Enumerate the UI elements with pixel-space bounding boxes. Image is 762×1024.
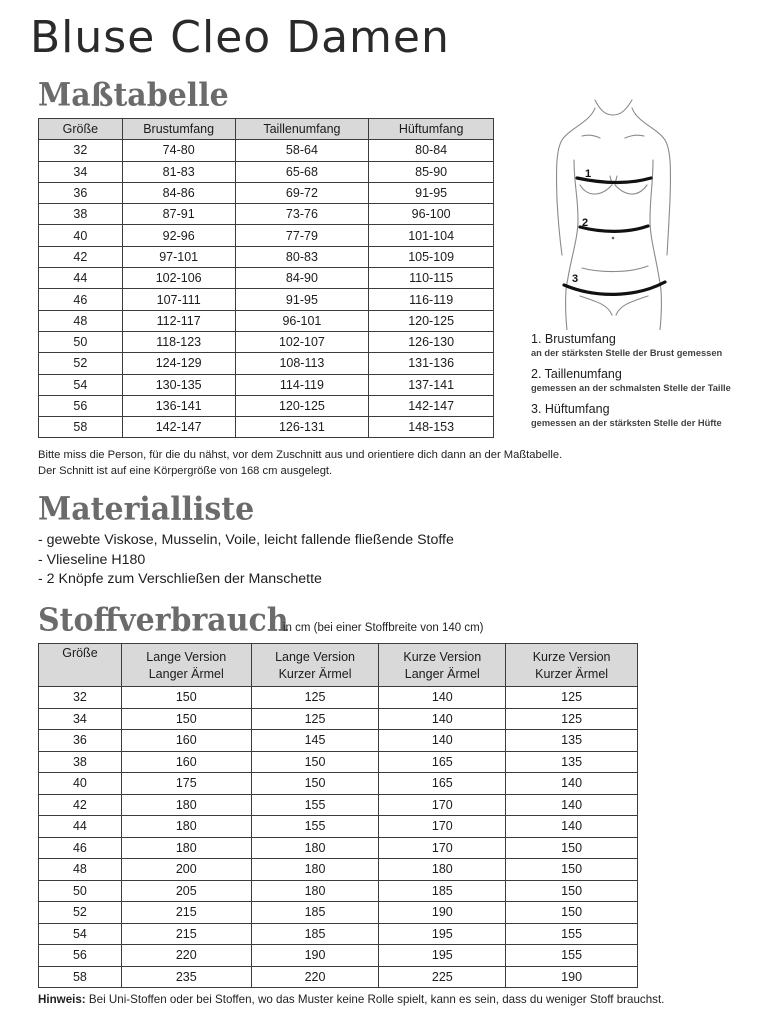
size-chart-heading: Maßtabelle: [38, 77, 229, 114]
table-cell: 220: [251, 966, 379, 988]
column-header-line: Lange Version: [275, 649, 355, 664]
table-cell: 84-86: [122, 182, 235, 203]
table-cell: 160: [121, 751, 251, 773]
table-cell: 46: [39, 837, 122, 859]
table-cell: 102-106: [122, 268, 235, 289]
table-header-row: [39, 119, 494, 140]
table-cell: 150: [506, 837, 638, 859]
table-cell: 180: [121, 837, 251, 859]
table-cell: 150: [506, 902, 638, 924]
table-cell: 74-80: [122, 140, 235, 161]
table-row: [39, 225, 494, 246]
table-cell: 125: [251, 687, 379, 709]
table-cell: 185: [251, 923, 379, 945]
table-cell: 185: [251, 902, 379, 924]
list-item: - 2 Knöpfe zum Verschließen der Manschette: [38, 571, 322, 587]
table-cell: 105-109: [369, 246, 494, 267]
table-cell: 54: [39, 374, 123, 395]
table-cell: 32: [39, 140, 123, 161]
table-cell: 148-153: [369, 417, 494, 438]
table-cell: 150: [121, 687, 251, 709]
table-cell: 205: [121, 880, 251, 902]
table-cell: 81-83: [122, 161, 235, 182]
table-cell: 118-123: [122, 331, 235, 352]
fabric-usage-heading: Stoffverbrauch: [38, 602, 289, 639]
legend-item-bust: 1. Brustumfang an der stärksten Stelle der Brust gemessen: [531, 332, 723, 358]
column-header: [506, 644, 638, 687]
table-cell: 180: [121, 816, 251, 838]
table-cell: 131-136: [369, 353, 494, 374]
marker-2: 2: [582, 217, 589, 229]
table-cell: 42: [39, 246, 123, 267]
table-cell: 190: [379, 902, 506, 924]
table-row: [39, 161, 494, 182]
table-cell: 140: [506, 816, 638, 838]
table-row: [39, 353, 494, 374]
legend-item-waist: 2. Taillenumfang gemessen an der schmalsten Stelle der Taille: [531, 367, 731, 393]
table-cell: 195: [379, 923, 506, 945]
table-cell: 114-119: [235, 374, 369, 395]
table-cell: 44: [39, 816, 122, 838]
table-row: [39, 837, 638, 859]
table-cell: 69-72: [235, 182, 369, 203]
table-cell: 124-129: [122, 353, 235, 374]
table-cell: 73-76: [235, 204, 369, 225]
table-cell: 87-91: [122, 204, 235, 225]
hint-label: Hinweis:: [38, 993, 86, 1006]
table-row: [39, 751, 638, 773]
table-cell: 142-147: [122, 417, 235, 438]
table-row: [39, 331, 494, 352]
table-cell: 58: [39, 966, 122, 988]
table-cell: 91-95: [369, 182, 494, 203]
table-row: [39, 140, 494, 161]
table-row: [39, 289, 494, 310]
table-cell: 135: [506, 730, 638, 752]
table-cell: 40: [39, 773, 122, 795]
note-line: Bitte miss die Person, für die du nähst, vor dem Zuschnitt aus und orientiere dich dann an der Maßtabelle.: [38, 449, 563, 461]
column-header-line: Kurze Version: [403, 649, 482, 664]
table-cell: 101-104: [369, 225, 494, 246]
column-header-line: Kurzer Ärmel: [535, 666, 609, 681]
table-cell: 77-79: [235, 225, 369, 246]
table-cell: 125: [506, 708, 638, 730]
table-row: [39, 182, 494, 203]
materials-heading: Materialliste: [38, 491, 255, 528]
table-row: [39, 246, 494, 267]
table-row: [39, 966, 638, 988]
table-cell: 34: [39, 708, 122, 730]
table-cell: 155: [506, 945, 638, 967]
table-row: [39, 945, 638, 967]
table-cell: 46: [39, 289, 123, 310]
measurement-legend: [531, 332, 731, 437]
table-cell: 126-131: [235, 417, 369, 438]
table-cell: 42: [39, 794, 122, 816]
table-cell: 107-111: [122, 289, 235, 310]
table-cell: 215: [121, 902, 251, 924]
table-row: [39, 204, 494, 225]
table-cell: 180: [379, 859, 506, 881]
table-cell: 54: [39, 923, 122, 945]
table-cell: 40: [39, 225, 123, 246]
table-cell: 50: [39, 880, 122, 902]
table-cell: 195: [379, 945, 506, 967]
table-cell: 125: [251, 708, 379, 730]
table-row: [39, 859, 638, 881]
table-cell: 155: [251, 816, 379, 838]
table-cell: 135: [506, 751, 638, 773]
column-header-line: Kurzer Ärmel: [278, 666, 352, 681]
table-cell: 48: [39, 859, 122, 881]
table-cell: 225: [379, 966, 506, 988]
table-cell: 85-90: [369, 161, 494, 182]
table-cell: 130-135: [122, 374, 235, 395]
table-cell: 50: [39, 331, 123, 352]
table-cell: 140: [379, 730, 506, 752]
table-cell: 137-141: [369, 374, 494, 395]
table-cell: 112-117: [122, 310, 235, 331]
column-header: [39, 644, 122, 687]
table-cell: 175: [121, 773, 251, 795]
table-cell: 140: [506, 773, 638, 795]
table-cell: 180: [251, 880, 379, 902]
document-title: Bluse Cleo Damen: [30, 12, 450, 63]
table-row: [39, 310, 494, 331]
legend-item-hip: 3. Hüftumfang gemessen an der stärksten Stelle der Hüfte: [531, 402, 722, 428]
fabric-usage-table: [38, 643, 638, 988]
table-cell: 125: [506, 687, 638, 709]
table-cell: 150: [506, 859, 638, 881]
table-row: [39, 374, 494, 395]
list-item: - Vlieseline H180: [38, 551, 146, 568]
table-cell: 235: [121, 966, 251, 988]
measurement-note: [38, 447, 562, 479]
table-cell: 190: [506, 966, 638, 988]
table-row: [39, 687, 638, 709]
table-cell: 150: [251, 773, 379, 795]
navel-dot: [612, 237, 615, 240]
table-cell: 116-119: [369, 289, 494, 310]
table-row: [39, 268, 494, 289]
column-header-line: Langer Ärmel: [148, 666, 224, 681]
table-cell: 150: [121, 708, 251, 730]
table-cell: 58: [39, 417, 123, 438]
table-row: [39, 395, 494, 416]
table-cell: 36: [39, 730, 122, 752]
table-cell: 220: [121, 945, 251, 967]
table-row: [39, 923, 638, 945]
table-cell: 92-96: [122, 225, 235, 246]
table-cell: 165: [379, 773, 506, 795]
column-header-size: Größe: [39, 119, 123, 140]
table-cell: 170: [379, 794, 506, 816]
table-cell: 140: [379, 708, 506, 730]
table-cell: 52: [39, 902, 122, 924]
table-row: [39, 902, 638, 924]
table-row: [39, 708, 638, 730]
table-cell: 165: [379, 751, 506, 773]
body-measurement-figure: [540, 90, 710, 330]
column-header: [121, 644, 251, 687]
body-outline-icon: [540, 90, 710, 330]
table-cell: 170: [379, 816, 506, 838]
table-cell: 96-100: [369, 204, 494, 225]
table-cell: 200: [121, 859, 251, 881]
hip-line: [564, 282, 665, 294]
marker-1: 1: [585, 168, 592, 180]
table-row: [39, 816, 638, 838]
table-cell: 155: [506, 923, 638, 945]
table-cell: 160: [121, 730, 251, 752]
table-cell: 91-95: [235, 289, 369, 310]
table-cell: 142-147: [369, 395, 494, 416]
table-cell: 150: [506, 880, 638, 902]
marker-3: 3: [572, 273, 579, 285]
table-cell: 65-68: [235, 161, 369, 182]
table-cell: 126-130: [369, 331, 494, 352]
table-cell: 32: [39, 687, 122, 709]
table-cell: 170: [379, 837, 506, 859]
table-cell: 84-90: [235, 268, 369, 289]
table-cell: 180: [121, 794, 251, 816]
table-cell: 58-64: [235, 140, 369, 161]
fabric-usage-subnote: in cm (bei einer Stoffbreite von 140 cm): [283, 622, 484, 634]
table-cell: 120-125: [369, 310, 494, 331]
column-header-hip: Hüftumfang: [369, 119, 494, 140]
table-cell: 38: [39, 204, 123, 225]
column-header-bust: Brustumfang: [122, 119, 235, 140]
table-cell: 120-125: [235, 395, 369, 416]
table-cell: 80-83: [235, 246, 369, 267]
table-cell: 96-101: [235, 310, 369, 331]
table-cell: 110-115: [369, 268, 494, 289]
table-cell: 145: [251, 730, 379, 752]
column-header-line: Kurze Version: [532, 649, 611, 664]
table-cell: 108-113: [235, 353, 369, 374]
size-chart-table: [38, 118, 494, 438]
table-cell: 38: [39, 751, 122, 773]
table-cell: 48: [39, 310, 123, 331]
column-header: [379, 644, 506, 687]
hint-note: [38, 993, 664, 1006]
table-cell: 52: [39, 353, 123, 374]
table-cell: 150: [251, 751, 379, 773]
table-row: [39, 417, 494, 438]
table-row: [39, 880, 638, 902]
table-row: [39, 794, 638, 816]
table-cell: 190: [251, 945, 379, 967]
table-header-row: [39, 644, 638, 687]
note-line: Der Schnitt ist auf eine Körpergröße von 168 cm ausgelegt.: [38, 465, 333, 477]
table-cell: 140: [379, 687, 506, 709]
waist-line: [580, 226, 648, 231]
table-cell: 56: [39, 945, 122, 967]
table-cell: 36: [39, 182, 123, 203]
column-header-waist: Taillenumfang: [235, 119, 369, 140]
column-header: [251, 644, 379, 687]
table-cell: 180: [251, 837, 379, 859]
hint-text: Bei Uni-Stoffen oder bei Stoffen, wo das Muster keine Rolle spielt, kann es sein, dass du weniger Stoff brauchst.: [85, 993, 665, 1006]
table-cell: 44: [39, 268, 123, 289]
column-header-line: Größe: [62, 646, 98, 660]
table-cell: 34: [39, 161, 123, 182]
table-cell: 56: [39, 395, 123, 416]
table-cell: 140: [506, 794, 638, 816]
table-cell: 136-141: [122, 395, 235, 416]
table-cell: 155: [251, 794, 379, 816]
table-cell: 180: [251, 859, 379, 881]
materials-list: [38, 531, 454, 590]
table-cell: 97-101: [122, 246, 235, 267]
column-header-line: Langer Ärmel: [404, 666, 480, 681]
table-cell: 215: [121, 923, 251, 945]
table-row: [39, 730, 638, 752]
table-cell: 185: [379, 880, 506, 902]
table-cell: 102-107: [235, 331, 369, 352]
column-header-line: Lange Version: [146, 649, 227, 664]
table-cell: 80-84: [369, 140, 494, 161]
list-item: - gewebte Viskose, Musselin, Voile, leicht fallende fließende Stoffe: [38, 532, 454, 548]
table-row: [39, 773, 638, 795]
